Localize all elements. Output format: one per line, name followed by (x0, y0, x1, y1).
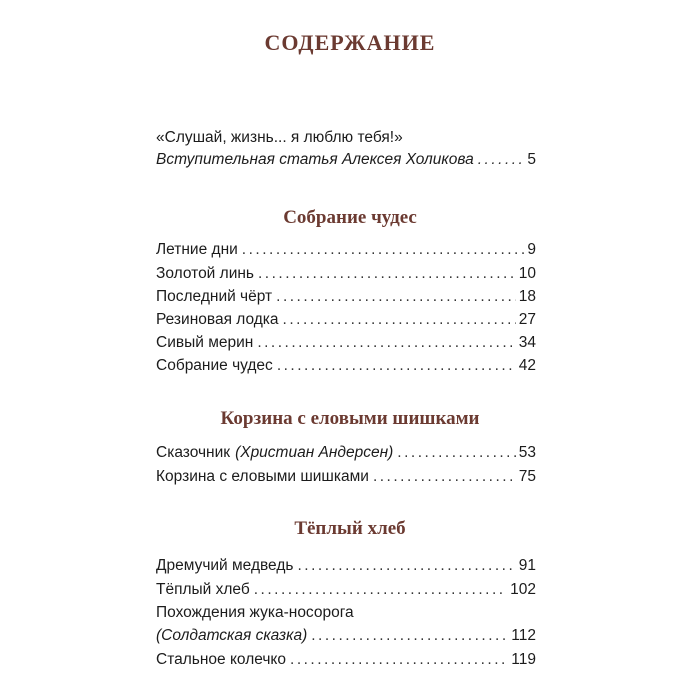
toc-entry-label: Собрание чудес (156, 357, 273, 374)
dot-leader (478, 150, 525, 170)
toc-entry-label: Сивый мерин (156, 334, 254, 351)
dot-leader (283, 310, 516, 330)
section-title-sobranie-chudes: Собрание чудес (283, 207, 417, 228)
toc-entry-label: Дремучий медведь (156, 557, 294, 574)
toc-entry[interactable] (156, 650, 536, 670)
intro-title: «Слушай, жизнь... я люблю тебя!» (156, 129, 403, 146)
toc-entry-label: Летние дни (156, 241, 238, 258)
toc-entry-label: Вступительная статья Алексея Холикова (156, 151, 474, 168)
dot-leader (258, 264, 516, 284)
page-title: СОДЕРЖАНИЕ (264, 30, 436, 55)
toc-entry-page: 18 (518, 288, 536, 305)
toc-entry-note: (Христиан Андерсен) (235, 444, 394, 461)
toc-entry-page: 10 (518, 265, 536, 282)
toc-entry[interactable] (156, 626, 536, 646)
dot-leader (311, 626, 508, 646)
toc-entry-note: (Солдатская сказка) (156, 627, 308, 644)
toc-entry-page: 9 (527, 241, 536, 258)
dot-leader (373, 467, 516, 487)
toc-entry[interactable] (156, 443, 536, 463)
dot-leader (276, 287, 516, 307)
toc-entry[interactable] (156, 556, 536, 576)
toc-entry-page: 34 (518, 334, 536, 351)
toc-entry-label: Золотой линь (156, 265, 254, 282)
toc-entry[interactable] (156, 467, 536, 487)
toc-entry-page: 91 (518, 557, 536, 574)
toc-entry-page: 53 (518, 444, 536, 461)
toc-entry-page: 102 (510, 581, 536, 598)
dot-leader (297, 556, 515, 576)
toc-entry-label: Стальное колечко (156, 651, 287, 668)
toc-entry-label: Корзина с еловыми шишками (156, 468, 369, 485)
toc-entry[interactable] (156, 356, 536, 376)
dot-leader (277, 356, 516, 376)
toc-entry-page: 75 (518, 468, 536, 485)
toc-entry-page: 5 (527, 151, 536, 168)
toc-entry[interactable] (156, 333, 536, 353)
dot-leader (397, 443, 515, 463)
section-title-korzina: Корзина с еловыми шишками (220, 408, 480, 429)
toc-entry-label: Тёплый хлеб (156, 581, 250, 598)
dot-leader (242, 240, 525, 260)
toc-entry-label: Похождения жука-носорога (156, 604, 354, 621)
dot-leader (257, 333, 515, 353)
toc-entry[interactable] (156, 580, 536, 600)
toc-entry-label: Последний чёрт (156, 288, 273, 305)
toc-entry-label: Сказочник (156, 444, 231, 461)
toc-entry[interactable] (156, 287, 536, 307)
dot-leader (290, 650, 508, 670)
toc-entry[interactable] (156, 240, 536, 260)
toc-entry[interactable] (156, 264, 536, 284)
toc-entry-page: 42 (518, 357, 536, 374)
toc-entry[interactable] (156, 310, 536, 330)
toc-entry[interactable] (156, 150, 536, 170)
dot-leader (254, 580, 507, 600)
section-title-teply-hleb: Тёплый хлеб (294, 518, 406, 539)
toc-entry-page: 27 (518, 311, 536, 328)
toc-entry-page: 112 (511, 627, 536, 644)
toc-entry-label: Резиновая лодка (156, 311, 279, 328)
toc-entry-page: 119 (511, 651, 536, 668)
